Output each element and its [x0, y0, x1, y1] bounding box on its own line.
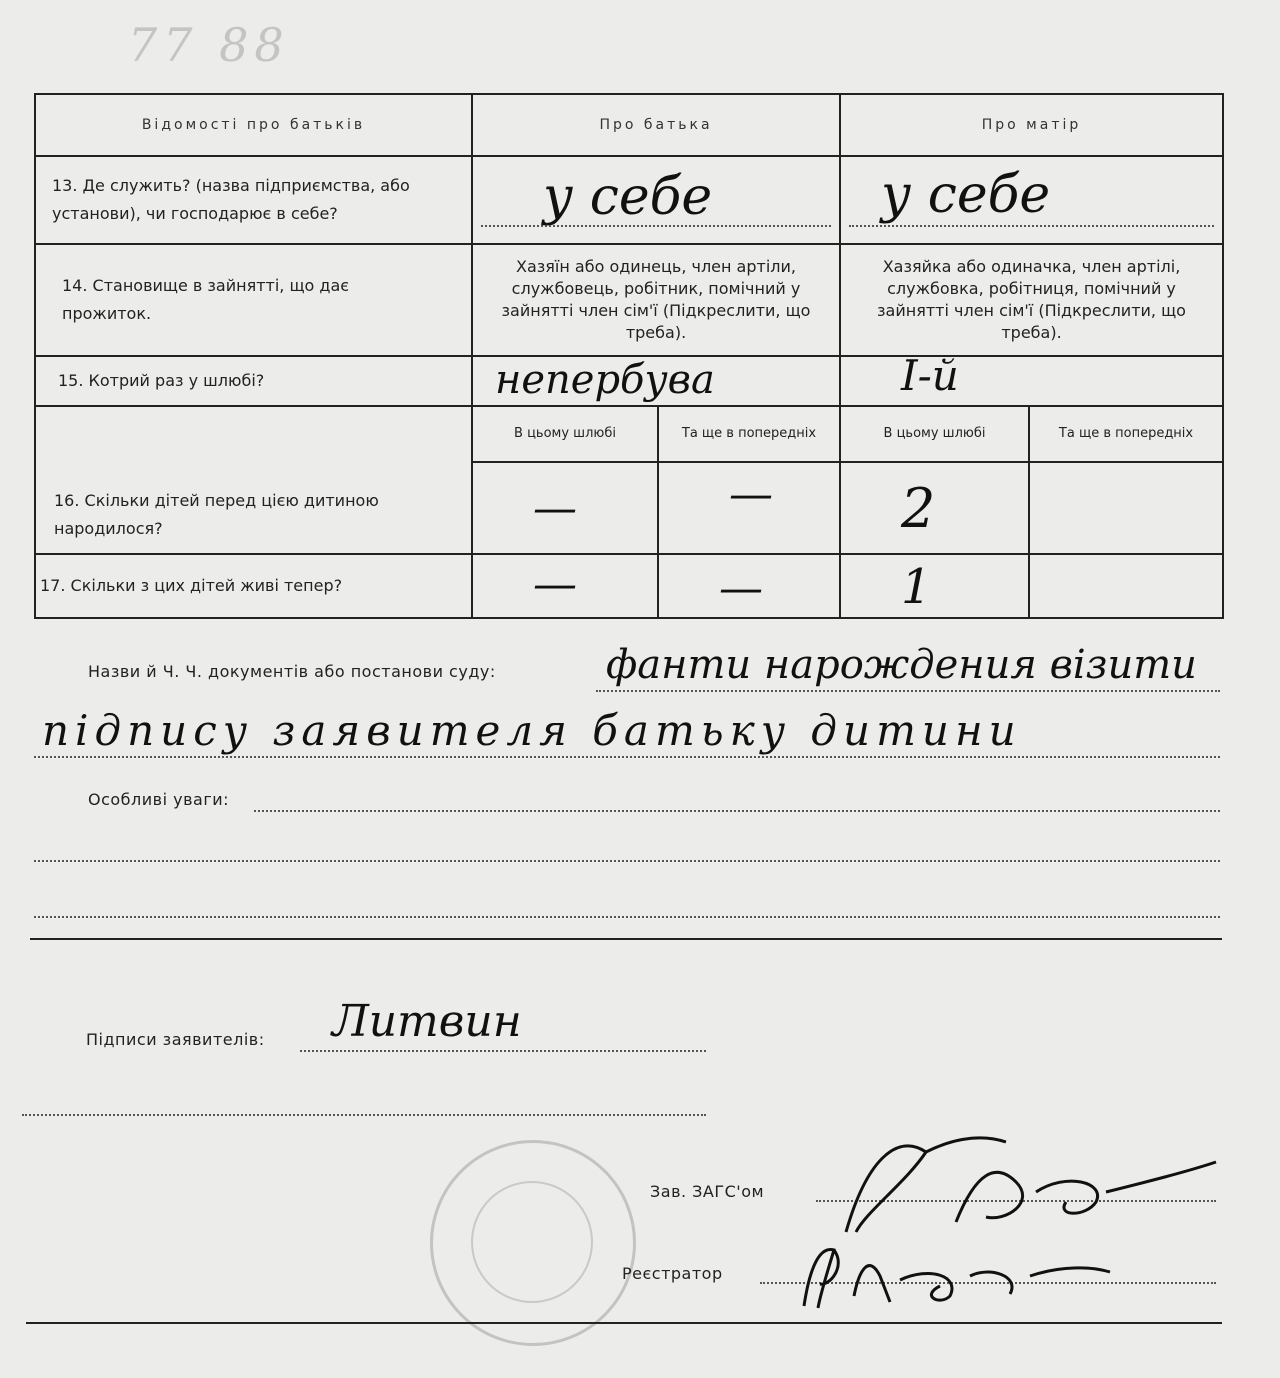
header-info: Відомості про батьків — [35, 94, 472, 156]
row13-father-value: у себе — [543, 167, 713, 227]
row17-mother-this: 1 — [840, 554, 1029, 618]
registrar-label: Реєстратор — [622, 1264, 723, 1283]
row13-mother — [840, 156, 1223, 244]
row13-label: 13. Де служить? (назва підприємства, або установи), чи господарює в себе? — [35, 156, 472, 244]
row14-label: 14. Становище в зайнятті, що дає прожиток. — [35, 244, 472, 356]
applicants-label: Підписи заявителів: — [86, 1030, 265, 1049]
page-number: 77 88 — [128, 18, 290, 72]
row16-father-this: — — [472, 462, 658, 554]
subheader-mother-prev: Та ще в попередніх — [1029, 406, 1223, 462]
header-father: Про батька — [472, 94, 840, 156]
row17-father-this: — — [472, 554, 658, 618]
row15-label: 15. Котрий раз у шлюбі? — [35, 356, 472, 406]
row15-father — [472, 356, 840, 406]
parents-info-table — [34, 93, 1224, 619]
row16-father-prev: — — [658, 462, 840, 554]
registrar-signature — [790, 1236, 1120, 1316]
row13-mother-value: у себе — [881, 165, 1051, 225]
subheader-mother-this: В цьому шлюбі — [840, 406, 1029, 462]
applicants-signature: Литвин — [332, 996, 522, 1047]
row16-mother-this: 2 — [840, 462, 1029, 554]
row17-father-prev: — — [658, 554, 840, 618]
row13-father — [472, 156, 840, 244]
documents-label: Назви й Ч. Ч. документів або постанови суду: — [88, 662, 496, 681]
subheader-father-prev: Та ще в попередніх — [658, 406, 840, 462]
row17-mother-prev — [1029, 554, 1223, 618]
subheader-father-this: В цьому шлюбі — [472, 406, 658, 462]
documents-line2: підпису заявителя батьку дитини — [42, 706, 1022, 755]
row16-label: 16. Скільки дітей перед цією дитиною народилося? — [35, 406, 472, 554]
header-mother: Про матір — [840, 94, 1223, 156]
head-label: Зав. ЗАГС'ом — [650, 1182, 765, 1201]
row15-mother — [840, 351, 1223, 406]
notes-label: Особливі уваги: — [88, 790, 230, 809]
documents-line1: фанти нарождения візити — [606, 642, 1197, 688]
row16-mother-prev — [1029, 462, 1223, 554]
row15-father-value: непербува — [495, 357, 715, 403]
row15-mother-value: І-й — [901, 351, 959, 400]
registry-stamp — [430, 1140, 636, 1346]
row17-label: 17. Скільки з цих дітей живі тепер? — [35, 554, 472, 618]
row14-mother-options: Хазяйка або одиначка, член артілі, службовка, робітниця, помічний у зайнятті член сім'ї (Підкреслити, що треба). — [840, 244, 1223, 356]
row14-father-options: Хазяїн або одинець, член артіли, службовець, робітник, помічний у зайнятті член сім'ї (Підкреслити, що треба). — [472, 244, 840, 356]
